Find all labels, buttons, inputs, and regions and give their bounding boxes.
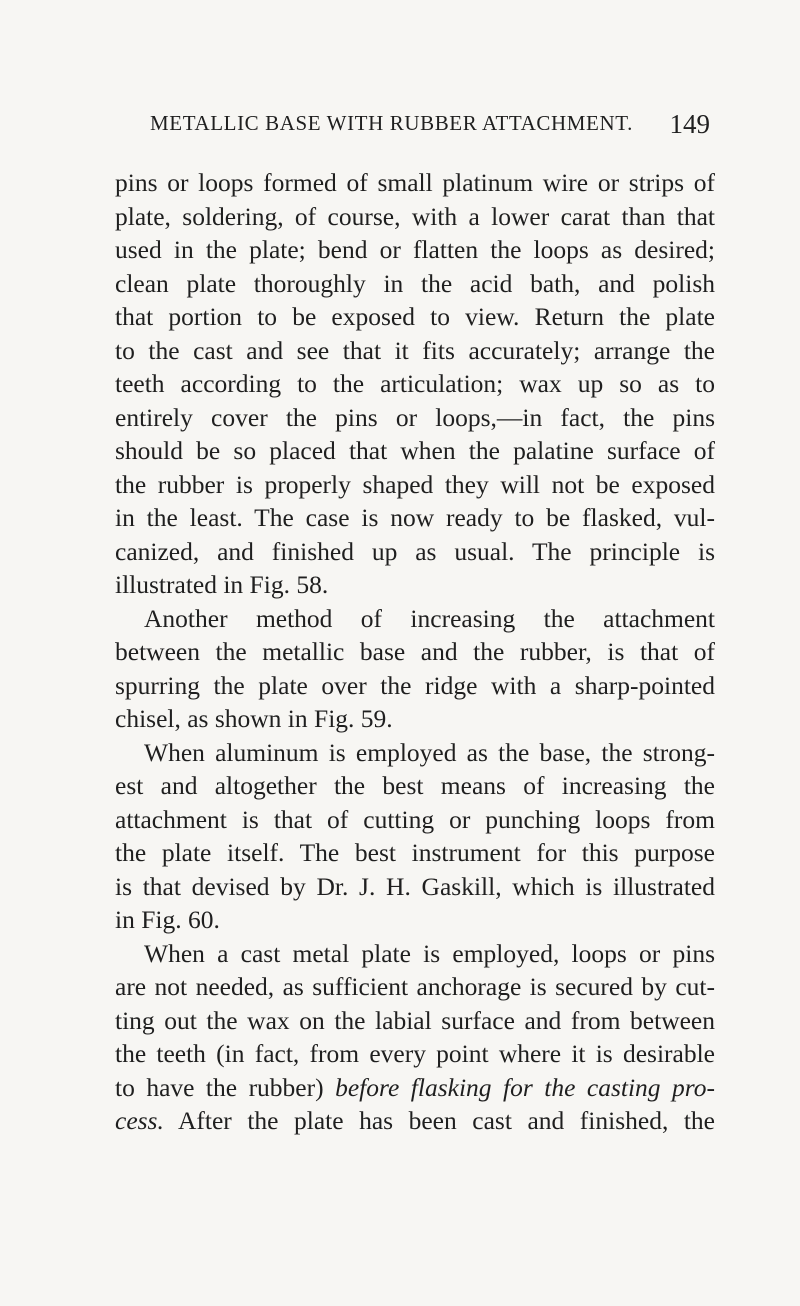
text-line: entirely cover the pins or loops,—in fact, the pins	[115, 402, 715, 432]
text-line: teeth according to the articulation; wax up so as to	[115, 369, 715, 398]
text-line	[115, 1104, 715, 1138]
text-segment: After the plate has been cast and finished, the	[177, 1106, 716, 1135]
text-line: the plate itself. The best instrument for this purpose	[115, 838, 715, 867]
text-line: spurring the plate over the ridge with a sharp-pointed	[115, 670, 715, 700]
text-line: illustrated in Fig. 58.	[115, 570, 329, 599]
italic-phrase: before flasking for the casting pro-	[335, 1072, 715, 1102]
text-line: chisel, as shown in Fig. 59.	[115, 704, 393, 733]
text-line: plate, soldering, of course, with a lower carat than that	[115, 201, 715, 231]
text-line: clean plate thoroughly in the acid bath, and polish	[115, 268, 715, 298]
text-line: between the metallic base and the rubber, is that of	[115, 637, 715, 666]
page-number: 149	[669, 109, 710, 139]
text-line: the rubber is properly shaped they will not be exposed	[115, 469, 715, 499]
running-title: METALLIC BASE WITH RUBBER ATTACHMENT.	[150, 111, 633, 135]
text-line: is that devised by Dr. J. H. Gaskill, which is illustrated	[115, 871, 715, 901]
paragraph-start-line: When aluminum is employed as the base, the strong-	[144, 737, 715, 767]
text-line: to the cast and see that it fits accurately; arrange the	[115, 335, 715, 365]
text-line: used in the plate; bend or flatten the loops as desired;	[115, 235, 715, 264]
running-head	[150, 111, 710, 143]
text-line	[115, 1071, 715, 1105]
text-segment: to have the rubber)	[115, 1072, 324, 1102]
text-line: in the least. The case is now ready to be flasked, vul-	[115, 503, 715, 532]
body-text	[115, 166, 715, 1138]
text-line: est and altogether the best means of increasing the	[115, 771, 715, 800]
text-line: should be so placed that when the palatine surface of	[115, 436, 715, 465]
text-line: that portion to be exposed to view. Return the plate	[115, 302, 715, 331]
text-line: ting out the wax on the labial surface and from between	[115, 1005, 715, 1035]
paragraph-start-line: When a cast metal plate is employed, loops or pins	[144, 938, 715, 968]
text-line: in Fig. 60.	[115, 905, 220, 934]
text-line: are not needed, as sufficient anchorage is secured by cut-	[115, 972, 715, 1001]
paragraph-start-line: Another method of increasing the attachment	[144, 603, 715, 633]
text-line: pins or loops formed of small platinum wire or strips of	[115, 168, 715, 197]
text-line: the teeth (in fact, from every point where it is desirable	[115, 1039, 715, 1068]
text-line: attachment is that of cutting or punching loops from	[115, 804, 715, 834]
text-line: canized, and finished up as usual. The principle is	[115, 536, 715, 566]
italic-phrase: cess.	[115, 1106, 164, 1135]
